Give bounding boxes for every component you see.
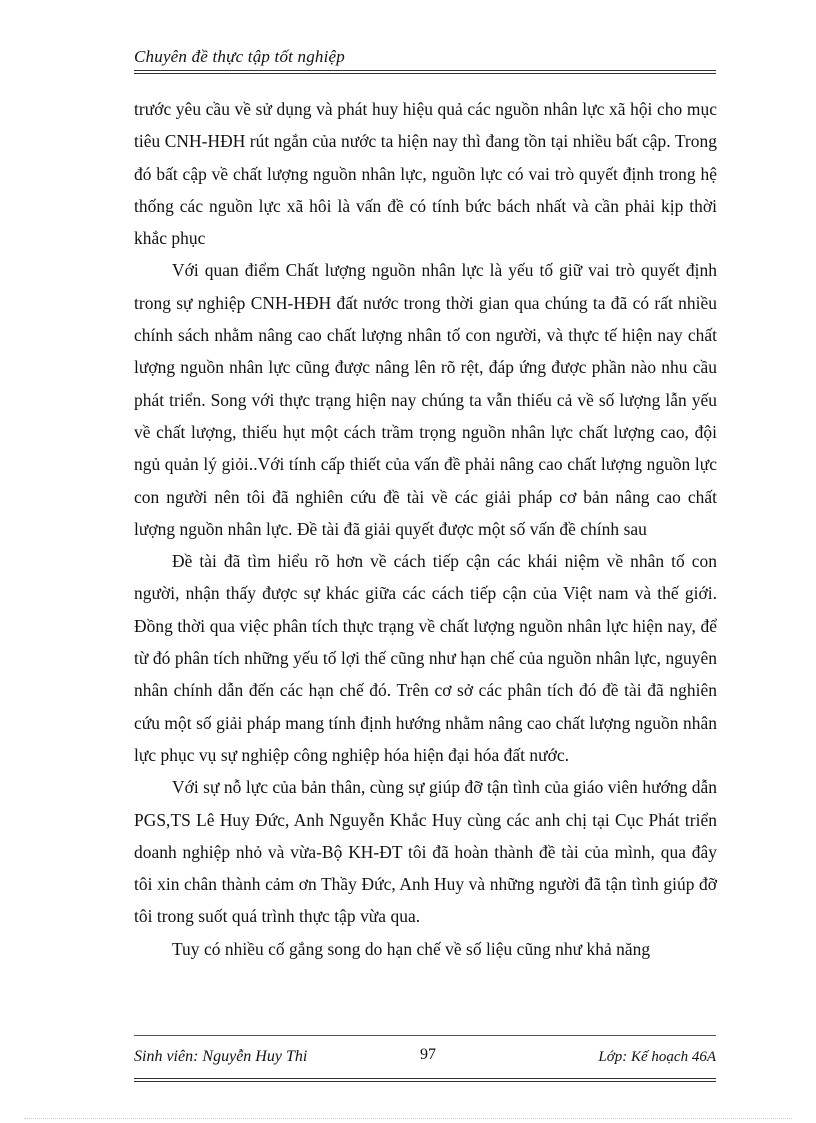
footer-double-rule — [134, 1078, 716, 1082]
footer-top-rule — [134, 1035, 716, 1036]
page-header — [134, 46, 716, 74]
paragraph-4: Với sự nỗ lực của bản thân, cùng sự giúp đỡ tận tình của giáo viên hướng dẫn PGS,TS Lê Huy Đức, Anh Nguyễn Khắc Huy cùng các anh chị tại Cục Phát triển doanh nghiệp nhỏ và vừa-Bộ KH-ĐT tôi đã hoàn thành đề tài của mình, qua đây tôi xin chân thành cảm ơn Thầy Đức, Anh Huy và những người đã tận tình giúp đỡ tôi trong suốt quá trình thực tập vừa qua. — [134, 777, 717, 927]
page-number: 97 — [420, 1046, 436, 1063]
paragraph-5: Tuy có nhiều cố gắng song do hạn chế về số liệu cũng như khả năng — [172, 938, 651, 959]
paragraph-2: Với quan điểm Chất lượng nguồn nhân lực là yếu tố giữ vai trò quyết định trong sự nghiệp CNH-HĐH đất nước trong thời gian qua chúng ta đã có rất nhiều chính sách nhằm nâng cao chất lượng nhân tố con người, và thực tế hiện nay chất lượng nguồn nhân lực cũng được nâng lên rõ rệt, đáp ứng được phần nào nhu cầu phát triển. Song với thực trạng hiện nay chúng ta vẫn thiếu cả về số lượng lẫn yếu về chất lượng, thiếu hụt một cách trầm trọng nguồn nhân lực chất lượng cao, đội ngủ quản lý giỏi..Với tính cấp thiết của vấn đề phải nâng cao chất lượng nguồn lực con người nên tôi đã nghiên cứu đề tài về các giải pháp cơ bản nâng cao chất lượng nguồn nhân lực. Đề tài đã giải quyết được một số vấn đề chính sau — [134, 260, 717, 539]
header-double-rule — [134, 70, 716, 74]
footer-bottom-rules — [134, 1078, 716, 1082]
page-edge-divider — [24, 1118, 792, 1119]
body-text — [134, 93, 717, 965]
header-title: Chuyên đề thực tập tốt nghiệp — [134, 47, 346, 66]
paragraph-3: Đề tài đã tìm hiểu rõ hơn về cách tiếp cận các khái niệm về nhân tố con người, nhận thấy được sự khác giữa các cách tiếp cận của Việt nam và thế giới. Đồng thời qua việc phân tích thực trạng về chất lượng nguồn nhân lực hiện nay, để từ đó phân tích những yếu tố lợi thế cũng như hạn chế của nguồn nhân lực, nguyên nhân chính dẫn đến các hạn chế đó. Trên cơ sở các phân tích đó đề tài đã nghiên cứu một số giải pháp mang tính định hướng nhằm nâng cao chất lượng nguồn nhân lực phục vụ sự nghiệp công nghiệp hóa hiện đại hóa đất nước. — [134, 551, 717, 765]
page-footer — [134, 1035, 716, 1082]
footer-student-name: Sinh viên: Nguyễn Huy Thi — [134, 1048, 308, 1065]
footer-class: Lớp: Kế hoạch 46A — [598, 1049, 716, 1065]
paragraph-1: trước yêu cầu về sử dụng và phát huy hiệu quả các nguồn nhân lực xã hội cho mục tiêu CNH-HĐH rút ngắn của nước ta hiện nay thì đang tồn tại nhiều bất cập. Trong đó bất cập về chất lượng nguồn nhân lực, nguồn lực có vai trò quyết định trong hệ thống các nguồn lực xã hôi là vấn đề có tính bức bách nhất và cần phải kịp thời khắc phục — [134, 99, 717, 249]
footer-row — [134, 1044, 716, 1074]
